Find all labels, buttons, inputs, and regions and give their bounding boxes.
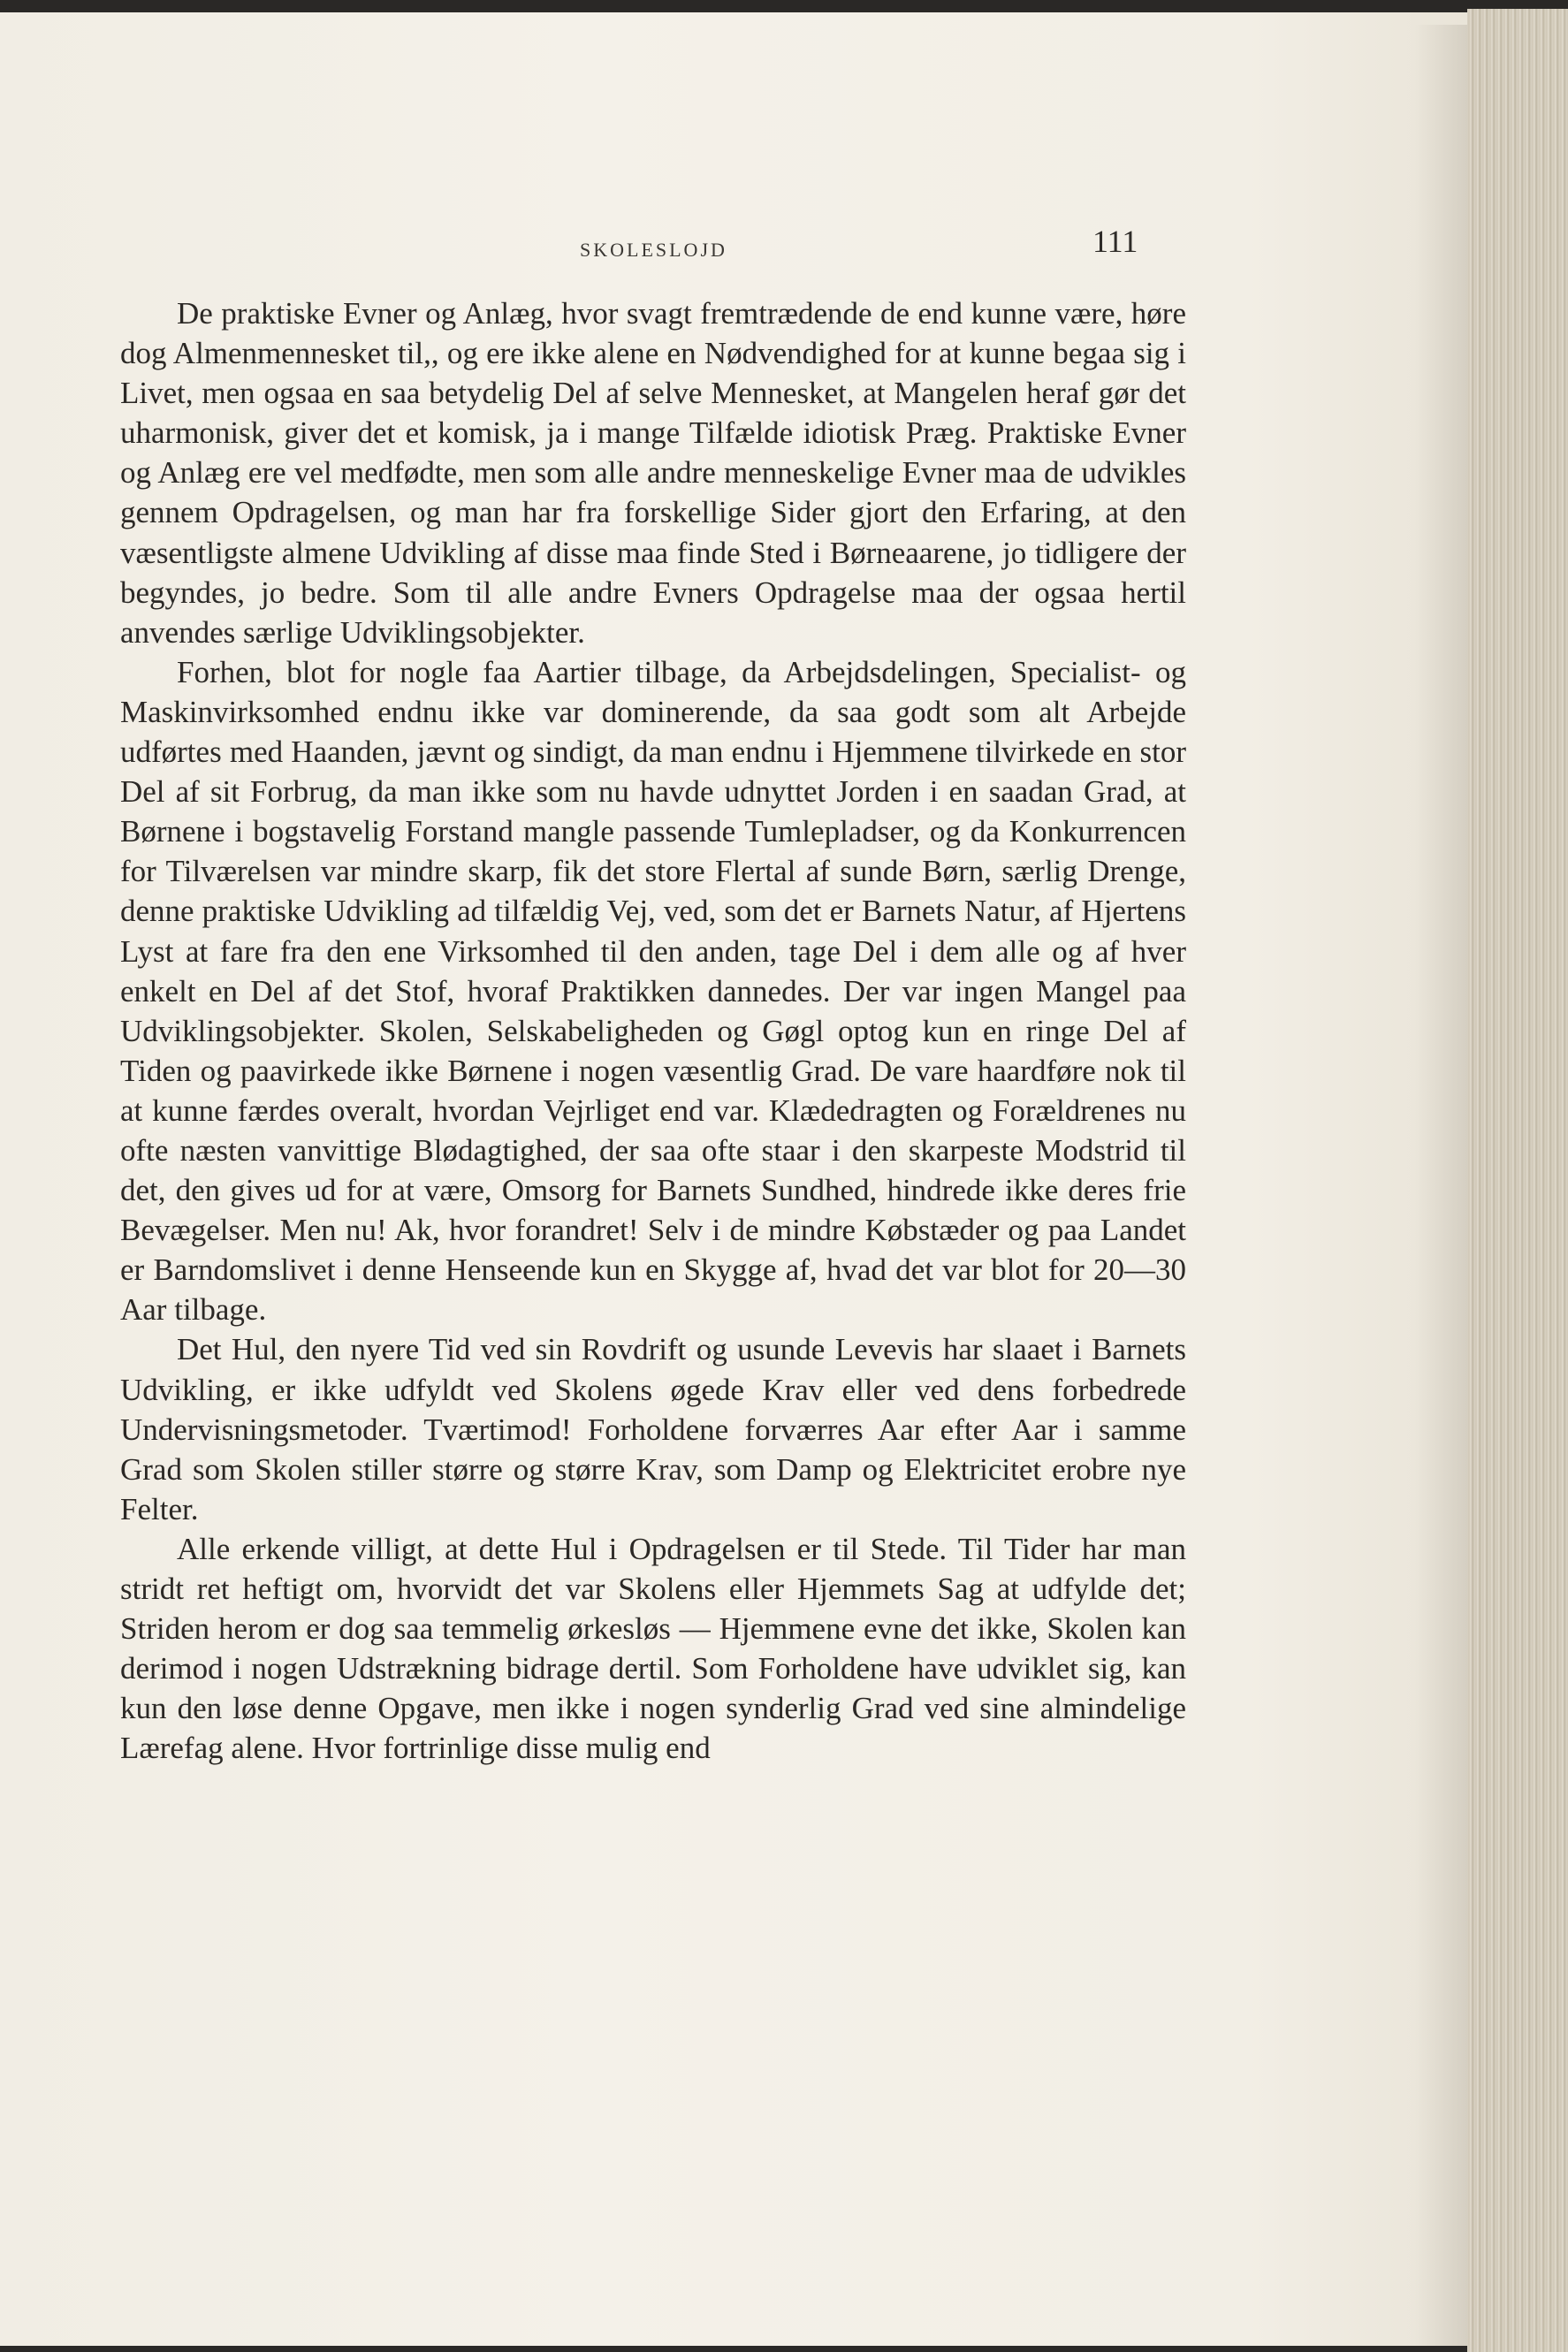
paragraph-2: Forhen, blot for nogle faa Aartier tilbage, da Arbejdsdelingen, Specialist- og Maskinvirksomhed endnu ikke var dominerende, da saa godt som alt Arbejde udførtes med Haanden, jævnt og sindigt, da man endnu i Hjemmene tilvirkede en stor Del af sit Forbrug, da man ikke som nu havde udnyttet Jorden i en saadan Grad, at Børnene i bogstavelig Forstand mangle passende Tumlepladser, og da Konkurrencen for Tilværelsen var mindre skarp, fik det store Flertal af sunde Børn, særlig Drenge, denne praktiske Udvikling ad tilfældig Vej, ved, som det er Barnets Natur, af Hjertens Lyst at fare fra den ene Virksomhed til den anden, tage Del i dem alle og af hver enkelt en Del af det Stof, hvoraf Praktikken dannedes. Der var ingen Mangel paa Udviklingsobjekter. Skolen, Selskabeligheden og Gøgl optog kun en ringe Del af Tiden og paavirkede ikke Børnene i nogen væsentlig Grad. De vare haardføre nok til at kunne færdes overalt, hvordan Vejrliget end var. Klædedragten og Forældrenes nu ofte næsten vanvittige Blødagtighed, der saa ofte staar i den skarpeste Modstrid til det, den gives ud for at være, Omsorg for Barnets Sundhed, hindrede ikke deres frie Bevægelser. Men nu! Ak, hvor forandret! Selv i de mindre Købstæder og paa Landet er Barndomslivet i denne Henseende kun en Skygge af, hvad det var blot for 20—30 Aar tilbage. <box>120 654 1186 1328</box>
paragraph-1: De praktiske Evner og Anlæg, hvor svagt fremtrædende de end kunne være, høre dog Almenmennesket til,, og ere ikke alene en Nødvendighed for at kunne begaa sig i Livet, men ogsaa en saa betydelig Del af selve Mennesket, at Mangelen heraf gør det uharmonisk, giver det et komisk, ja i mange Tilfælde idiotisk Præg. Praktiske Evner og Anlæg ere vel medfødte, men som alle andre menneskelige Evner maa de udvikles gennem Opdragelsen, og man har fra forskellige Sider gjort den Erfaring, at den væsentligste almene Udvikling af disse maa finde Sted i Børneaarene, jo tidligere der begyndes, jo bedre. Som til alle andre Evners Opdragelse maa der ogsaa hertil anvendes særlige Udviklingsobjekter. <box>120 296 1186 650</box>
page-number: 111 <box>1092 224 1138 259</box>
paragraph-3: Det Hul, den nyere Tid ved sin Rovdrift og usunde Levevis har slaaet i Barnets Udvikling, er ikke udfyldt ved Skolens øgede Krav eller ved dens forbedrede Undervisningsmetoder. Tværtimod! Forholdene forværres Aar efter Aar i samme Grad som Skolen stiller større og større Krav, som Damp og Elektricitet erobre nye Felter. <box>120 1332 1186 1526</box>
page-edges <box>1467 9 1568 2352</box>
body-text <box>120 293 1186 1768</box>
paragraph-4: Alle erkende villigt, at dette Hul i Opdragelsen er til Stede. Til Tider har man stridt ret heftigt om, hvorvidt det var Skolens eller Hjemmets Sag at udfylde det; Striden herom er dog saa temmelig ørkesløs — Hjemmene evne det ikke, Skolen kan derimod i nogen Udstrækning bidrage dertil. Som Forholdene have udviklet sig, kan kun den løse denne Opgave, men ikke i nogen synderlig Grad ved sine almindelige Lærefag alene. Hvor fortrinlige disse mulig end <box>120 1531 1186 1766</box>
running-title: SKOLESLOJD <box>580 239 727 261</box>
gutter-shadow <box>1414 25 1467 2346</box>
book-page <box>0 12 1467 2346</box>
